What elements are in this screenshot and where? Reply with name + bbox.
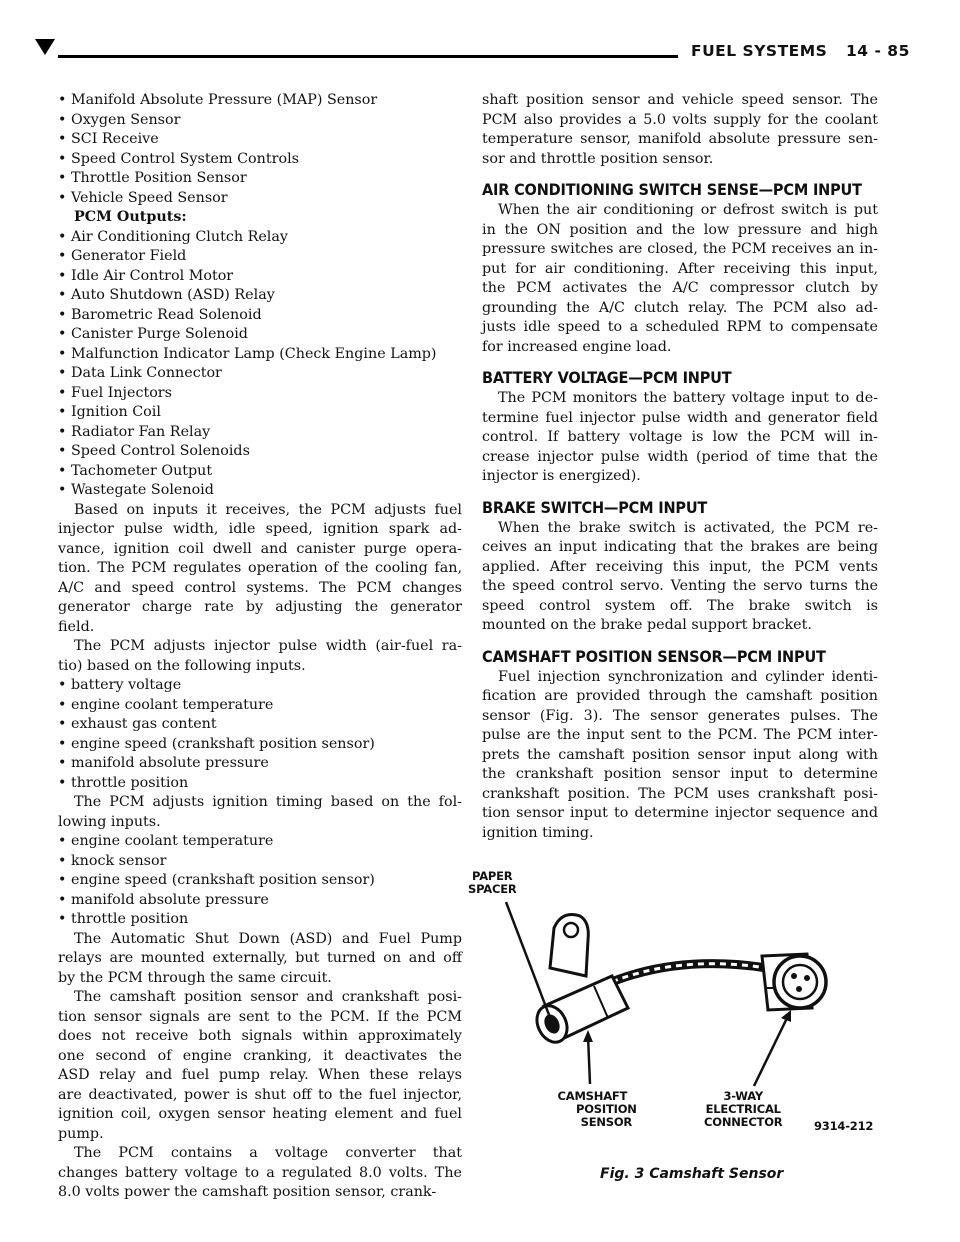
paragraph-line: The PCM adjusts injector pulse width (air-fuel ra-: [74, 638, 462, 654]
paragraph-line: ceives an input indicating that the brakes are being: [482, 539, 878, 555]
paragraph-line: fication are provided through the camshaft position: [482, 688, 878, 704]
paragraph-line: pressure switches are closed, the PCM receives an in-: [482, 241, 878, 257]
list-item: • throttle position: [58, 910, 462, 930]
list-item: • Speed Control System Controls: [58, 150, 462, 170]
paragraph-line: in the ON position and the low pressure and high: [482, 221, 878, 238]
paragraph-line: lowing inputs.: [58, 813, 161, 830]
paragraph-line: the crankshaft position sensor input to determine: [482, 766, 878, 782]
section-heading: BRAKE SWITCH—PCM INPUT: [482, 498, 708, 517]
down-arrow-icon: [34, 38, 56, 56]
list-item: • Air Conditioning Clutch Relay: [58, 228, 462, 248]
page-number: 14 - 85: [846, 42, 910, 60]
page-header: [34, 34, 934, 74]
paragraph-line: temperature sensor, manifold absolute pressure sen-: [482, 131, 878, 147]
paragraph-line: changes battery voltage to a regulated 8.0 volts. The: [58, 1164, 462, 1181]
list-item: • Barometric Read Solenoid: [58, 306, 462, 326]
spacer-leader: [506, 902, 554, 1028]
paragraph-line: the PCM activates the A/C compressor clutch by: [482, 280, 878, 296]
section-heading: BATTERY VOLTAGE—PCM INPUT: [482, 369, 732, 387]
camshaft-sensor-illustration: [462, 858, 932, 1188]
paragraph-line: one second of engine cranking, it deactivates the: [58, 1047, 462, 1064]
list-item: • Wastegate Solenoid: [58, 481, 462, 501]
list-item: • Idle Air Control Motor: [58, 267, 462, 287]
camshaft-sensor-figure: [462, 858, 932, 1188]
paragraph-line: does not receive both signals within approximately: [58, 1028, 462, 1044]
paragraph-line: applied. After receiving this input, the PCM vents: [482, 558, 878, 575]
list-item: • throttle position: [58, 774, 462, 794]
list-item: • Radiator Fan Relay: [58, 423, 462, 443]
paragraph-line: The PCM adjusts ignition timing based on the fol-: [74, 794, 462, 810]
outputs-heading: PCM Outputs:: [74, 209, 187, 225]
paragraph-line: 8.0 volts power the camshaft position sensor, crank-: [58, 1184, 437, 1200]
paragraph-line: The PCM monitors the battery voltage input to de-: [498, 390, 878, 406]
paragraph-line: injector is energized).: [482, 468, 641, 484]
paper-spacer-label: PAPER SPACER: [468, 869, 517, 896]
paragraph-line: mounted on the brake pedal support bracket.: [482, 617, 812, 633]
paragraph-line: vance, ignition coil dwell and canister purge opera-: [58, 540, 462, 557]
paragraph-line: control. If battery voltage is low the PCM will in-: [482, 429, 878, 445]
paragraph-line: When the air conditioning or defrost switch is put: [498, 202, 878, 218]
paragraph-line: Based on inputs it receives, the PCM adjusts fuel: [74, 501, 462, 518]
paragraph-line: speed control system off. The brake switch is: [482, 597, 878, 614]
paragraph-line: pump.: [58, 1125, 104, 1142]
list-item: • engine speed (crankshaft position sensor): [58, 735, 462, 755]
paragraph-line: by the PCM through the same circuit.: [58, 969, 332, 986]
list-item: • Generator Field: [58, 247, 462, 267]
list-item: • Data Link Connector: [58, 364, 462, 384]
list-item: • Ignition Coil: [58, 403, 462, 423]
paragraph-line: sensor (Fig. 3). The sensor generates pulses. The: [482, 707, 878, 724]
paragraph-line: for increased engine load.: [482, 338, 672, 355]
paragraph-line: put for air conditioning. After receiving this input,: [482, 260, 878, 277]
paragraph-line: shaft position sensor and vehicle speed sensor. The: [482, 92, 878, 108]
list-item: • SCI Receive: [58, 130, 462, 150]
camshaft-position-sensor-label: CAMSHAFT POSITION SENSOR: [557, 1089, 637, 1129]
list-item: • engine coolant temperature: [58, 832, 462, 852]
paragraph-line: field.: [58, 618, 95, 635]
paragraph-line: the speed control servo. Venting the servo turns the: [482, 578, 878, 594]
left-column: [58, 91, 462, 1203]
list-item: • engine coolant temperature: [58, 696, 462, 716]
list-item: • Malfunction Indicator Lamp (Check Engine Lamp): [58, 345, 462, 365]
section-title: FUEL SYSTEMS: [691, 42, 828, 60]
paragraph-line: The camshaft position sensor and crankshaft posi-: [74, 989, 462, 1005]
list-item: • Vehicle Speed Sensor: [58, 189, 462, 209]
paragraph-line: prets the camshaft position sensor input along with: [482, 746, 878, 763]
paragraph-line: relays are mounted externally, but turned on and off: [58, 950, 462, 966]
paragraph-line: ignition timing.: [482, 824, 594, 841]
paragraph-line: When the brake switch is activated, the PCM re-: [498, 519, 878, 536]
list-item: • Speed Control Solenoids: [58, 442, 462, 462]
paragraph-line: ASD relay and fuel pump relay. When these relays: [58, 1067, 462, 1083]
right-column: [482, 91, 878, 843]
paragraph-line: generator charge rate by adjusting the generator: [58, 599, 462, 615]
paragraph-line: The PCM contains a voltage converter that: [74, 1145, 462, 1161]
electrical-connector-label: 3-WAY ELECTRICAL CONNECTOR: [704, 1089, 783, 1129]
sensor-leader: [588, 1036, 590, 1084]
paragraph-line: tio) based on the following inputs.: [58, 657, 306, 674]
paragraph-line: tion sensor signals are sent to the PCM. If the PCM: [58, 1008, 462, 1025]
list-item: • manifold absolute pressure: [58, 754, 462, 774]
paragraph-line: The Automatic Shut Down (ASD) and Fuel Pump: [74, 930, 462, 947]
paragraph-line: termine fuel injector pulse width and generator field: [482, 409, 878, 426]
paragraph-line: A/C and speed control systems. The PCM changes: [58, 579, 462, 596]
header-rule: [58, 55, 678, 58]
list-item: • Canister Purge Solenoid: [58, 325, 462, 345]
list-item: • knock sensor: [58, 852, 462, 872]
paragraph-line: PCM also provides a 5.0 volts supply for the coolant: [482, 111, 878, 128]
list-item: • Fuel Injectors: [58, 384, 462, 404]
paragraph-line: crankshaft position. The PCM uses crankshaft posi-: [482, 785, 878, 802]
paragraph-line: pulse are the input sent to the PCM. The PCM inter-: [482, 727, 878, 743]
list-item: • engine speed (crankshaft position sensor): [58, 871, 462, 891]
list-item: • battery voltage: [58, 676, 462, 696]
sensor-cable: [602, 964, 767, 986]
section-heading: CAMSHAFT POSITION SENSOR—PCM INPUT: [482, 647, 826, 666]
paragraph-line: are deactivated, power is shut off to the fuel injector,: [58, 1086, 462, 1103]
list-item: • Throttle Position Sensor: [58, 169, 462, 189]
paragraph-line: justs idle speed to a scheduled RPM to compensate: [482, 319, 878, 335]
paragraph-line: ignition coil, oxygen sensor heating element and fuel: [58, 1106, 462, 1122]
paragraph-line: injector pulse width, idle speed, ignition spark ad-: [58, 521, 462, 537]
list-item: • Tachometer Output: [58, 462, 462, 482]
section-heading: AIR CONDITIONING SWITCH SENSE—PCM INPUT: [482, 181, 862, 199]
list-item: • exhaust gas content: [58, 715, 462, 735]
list-item: • Oxygen Sensor: [58, 111, 462, 131]
paragraph-line: grounding the A/C clutch relay. The PCM also ad-: [482, 299, 878, 316]
list-item: • Auto Shutdown (ASD) Relay: [58, 286, 462, 306]
list-item: • Manifold Absolute Pressure (MAP) Sensor: [58, 91, 462, 111]
paragraph-line: tion sensor input to determine injector sequence and: [482, 805, 878, 821]
figure-code: 9314-212: [814, 1119, 874, 1133]
paragraph-line: sor and throttle position sensor.: [482, 150, 714, 167]
connector-leader: [754, 1016, 788, 1086]
list-item: • manifold absolute pressure: [58, 891, 462, 911]
paragraph-line: Fuel injection synchronization and cylinder identi-: [498, 668, 878, 685]
figure-caption: Fig. 3 Camshaft Sensor: [600, 1166, 784, 1182]
paragraph-line: tion. The PCM regulates operation of the cooling fan,: [58, 560, 462, 576]
paragraph-line: crease injector pulse width (period of time that the: [482, 448, 878, 465]
